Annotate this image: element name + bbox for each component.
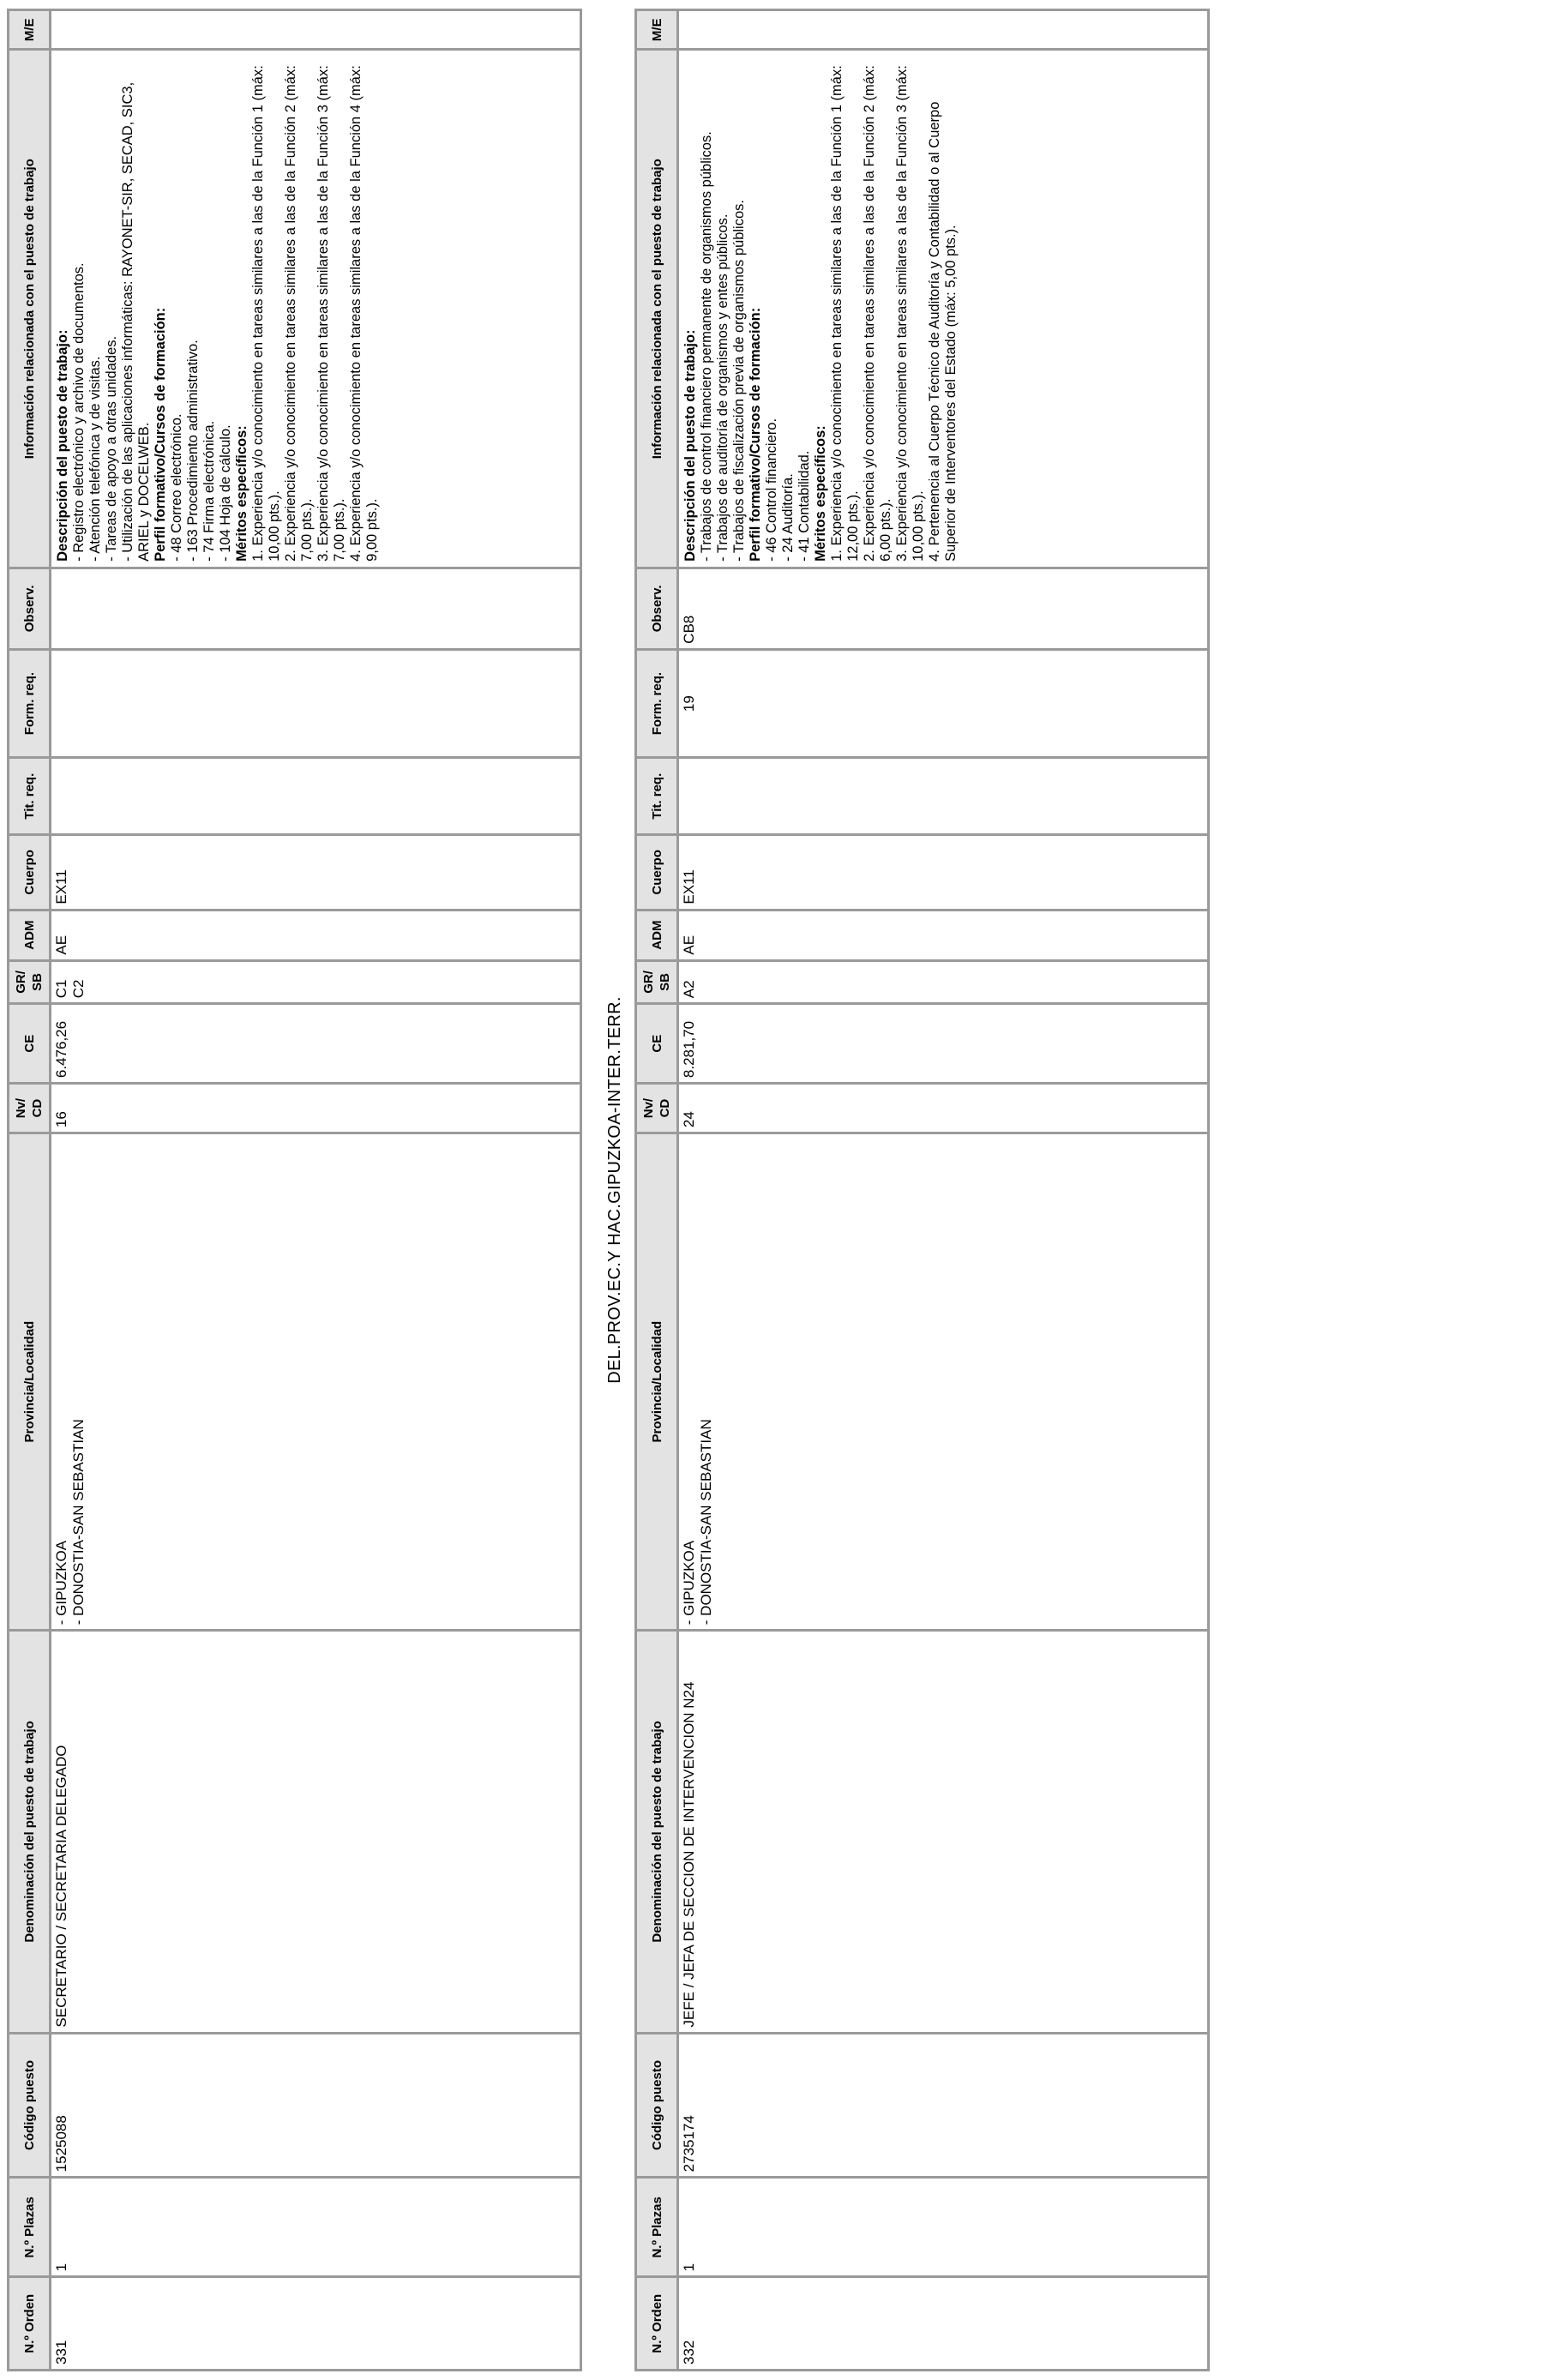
header-info: Información relacionada con el puesto de trabajo xyxy=(636,50,678,568)
cell-provincia xyxy=(51,1133,581,1631)
header-plazas: N.º Plazas xyxy=(9,2178,51,2277)
info-line: - Trabajos de control financiero permanente de organismos públicos. xyxy=(699,131,714,562)
header-row xyxy=(9,10,51,2371)
header-row xyxy=(636,10,678,2371)
header-adm: ADM xyxy=(9,910,51,960)
gr-value-2: C2 xyxy=(70,979,87,999)
info-line: - Atención telefónica y de visitas. xyxy=(87,356,103,562)
info-line: 2. Experiencia y/o conocimiento en tareas similares a las de la Función 2 (máx: 6,00 pts.). xyxy=(862,65,893,562)
localidad-text: - DONOSTIA-SAN SEBASTIAN xyxy=(698,1419,714,1626)
cell-form: 19 xyxy=(678,649,1209,758)
info-line: Descripción del puesto de trabajo: xyxy=(682,329,698,562)
cell-nv: 24 xyxy=(678,1084,1209,1133)
header-orden: N.º Orden xyxy=(9,2277,51,2371)
info-line: Perfil formativo/Cursos de formación: xyxy=(748,307,763,562)
info-line: - 41 Contabilidad. xyxy=(797,450,812,562)
header-denominacion: Denominación del puesto de trabajo xyxy=(636,1631,678,2033)
header-me: M/E xyxy=(9,10,51,51)
cell-cuerpo: EX11 xyxy=(678,835,1209,911)
info-line: - 74 Firma electrónica. xyxy=(201,420,217,562)
cell-adm: AE xyxy=(678,910,1209,960)
header-form: Form. req. xyxy=(9,649,51,758)
cell-ce: 6.476,26 xyxy=(51,1004,581,1084)
header-provincia: Provincia/Localidad xyxy=(9,1133,51,1631)
info-line: 1. Experiencia y/o conocimiento en tareas similares a las de la Función 1 (máx: 12,00 pts.). xyxy=(829,65,861,562)
header-me: M/E xyxy=(636,10,678,51)
header-provincia: Provincia/Localidad xyxy=(636,1133,678,1631)
info-line: - 48 Correo electrónico. xyxy=(169,413,184,562)
info-line: Méritos específicos: xyxy=(234,425,249,562)
header-ce: CE xyxy=(636,1004,678,1084)
info-line: 2. Experiencia y/o conocimiento en tareas similares a las de la Función 2 (máx: 7,00 pts.). xyxy=(283,65,315,562)
info-line: - 46 Control financiero. xyxy=(764,418,779,562)
cell-gr xyxy=(678,960,1209,1004)
job-table-331 xyxy=(7,9,582,2371)
section-title: DEL.PROV.EC.Y HAC.GIPUZKOA-INTER.TERR. xyxy=(605,996,624,1384)
header-orden: N.º Orden xyxy=(636,2277,678,2371)
cell-nv: 16 xyxy=(51,1084,581,1133)
cell-form xyxy=(51,649,581,758)
info-line: - Registro electrónico y archivo de documentos. xyxy=(71,262,87,562)
header-tit: Tit. req. xyxy=(9,758,51,835)
gr-value-1: A2 xyxy=(681,980,697,999)
info-line: Méritos específicos: xyxy=(813,425,828,562)
cell-info xyxy=(678,50,1209,568)
header-observ: Observ. xyxy=(9,568,51,649)
header-nv-cd: Nv/ CD xyxy=(9,1084,51,1133)
cell-codigo: 2735174 xyxy=(678,2033,1209,2178)
job-table-332 xyxy=(634,9,1210,2371)
cell-denominacion: JEFE / JEFA DE SECCION DE INTERVENCION N24 xyxy=(678,1631,1209,2033)
info-line: - 24 Auditoría. xyxy=(780,473,796,562)
header-form: Form. req. xyxy=(636,649,678,758)
header-info: Información relacionada con el puesto de trabajo xyxy=(9,50,51,568)
info-line: - Utilización de las aplicaciones informáticas: RAYONET-SIR, SECAD, SIC3, ARIEL y DOCELWEB. xyxy=(120,81,152,562)
cell-tit xyxy=(678,758,1209,835)
header-observ: Observ. xyxy=(636,568,678,649)
header-gr-sb: GR/ SB xyxy=(636,960,678,1004)
info-line: 4. Experiencia y/o conocimiento en tareas similares a las de la Función 4 (máx: 9,00 pts.). xyxy=(348,65,380,562)
header-gr-sb: GR/ SB xyxy=(9,960,51,1004)
table-row xyxy=(51,10,581,2371)
cell-orden: 332 xyxy=(678,2277,1209,2371)
cell-provincia xyxy=(678,1133,1209,1631)
info-line: 4. Pertenencia al Cuerpo Técnico de Auditoría y Contabilidad o al Cuerpo Superior de Interventores del Estado (máx: 5,00 pts.). xyxy=(927,101,959,562)
cell-observ xyxy=(51,568,581,649)
header-nv-cd: Nv/ CD xyxy=(636,1084,678,1133)
cell-me xyxy=(678,10,1209,51)
header-cuerpo: Cuerpo xyxy=(636,835,678,911)
cell-info xyxy=(51,50,581,568)
cell-cuerpo: EX11 xyxy=(51,835,581,911)
header-ce: CE xyxy=(9,1004,51,1084)
info-line: - 163 Procedimiento administrativo. xyxy=(185,340,201,562)
localidad-text: - DONOSTIA-SAN SEBASTIAN xyxy=(70,1419,87,1626)
cell-codigo: 1525088 xyxy=(51,2033,581,2178)
cell-adm: AE xyxy=(51,910,581,960)
gr-value-1: C1 xyxy=(53,979,69,999)
info-line: - 104 Hoja de cálculo. xyxy=(218,424,233,562)
info-line: 3. Experiencia y/o conocimiento en tareas similares a las de la Función 3 (máx: 10,00 pts.). xyxy=(894,65,926,562)
provincia-text: - GIPUZKOA xyxy=(53,1540,69,1626)
header-plazas: N.º Plazas xyxy=(636,2178,678,2277)
cell-tit xyxy=(51,758,581,835)
cell-observ: CB8 xyxy=(678,568,1209,649)
cell-orden: 331 xyxy=(51,2277,581,2371)
cell-gr xyxy=(51,960,581,1004)
header-denominacion: Denominación del puesto de trabajo xyxy=(9,1631,51,2033)
cell-ce: 8.281,70 xyxy=(678,1004,1209,1084)
cell-plazas: 1 xyxy=(678,2178,1209,2277)
info-line: 1. Experiencia y/o conocimiento en tareas similares a las de la Función 1 (máx: 10,00 pts.). xyxy=(250,65,282,562)
header-tit: Tit. req. xyxy=(636,758,678,835)
cell-me xyxy=(51,10,581,51)
info-line: Descripción del puesto de trabajo: xyxy=(55,329,70,562)
info-line: - Trabajos de auditoría de organismos y entes públicos. xyxy=(715,213,730,562)
header-cuerpo: Cuerpo xyxy=(9,835,51,911)
header-codigo: Código puesto xyxy=(9,2033,51,2178)
table-row xyxy=(678,10,1209,2371)
info-line: Perfil formativo/Cursos de formación: xyxy=(153,307,168,562)
cell-plazas: 1 xyxy=(51,2178,581,2277)
provincia-text: - GIPUZKOA xyxy=(681,1540,697,1626)
info-line: 3. Experiencia y/o conocimiento en tareas similares a las de la Función 3 (máx: 7,00 pts.). xyxy=(316,65,347,562)
header-adm: ADM xyxy=(636,910,678,960)
cell-denominacion: SECRETARIO / SECRETARIA DELEGADO xyxy=(51,1631,581,2033)
info-line: - Trabajos de fiscalización previa de organismos públicos. xyxy=(731,200,747,562)
header-codigo: Código puesto xyxy=(636,2033,678,2178)
info-line: - Tareas de apoyo a otras unidades. xyxy=(104,335,119,562)
